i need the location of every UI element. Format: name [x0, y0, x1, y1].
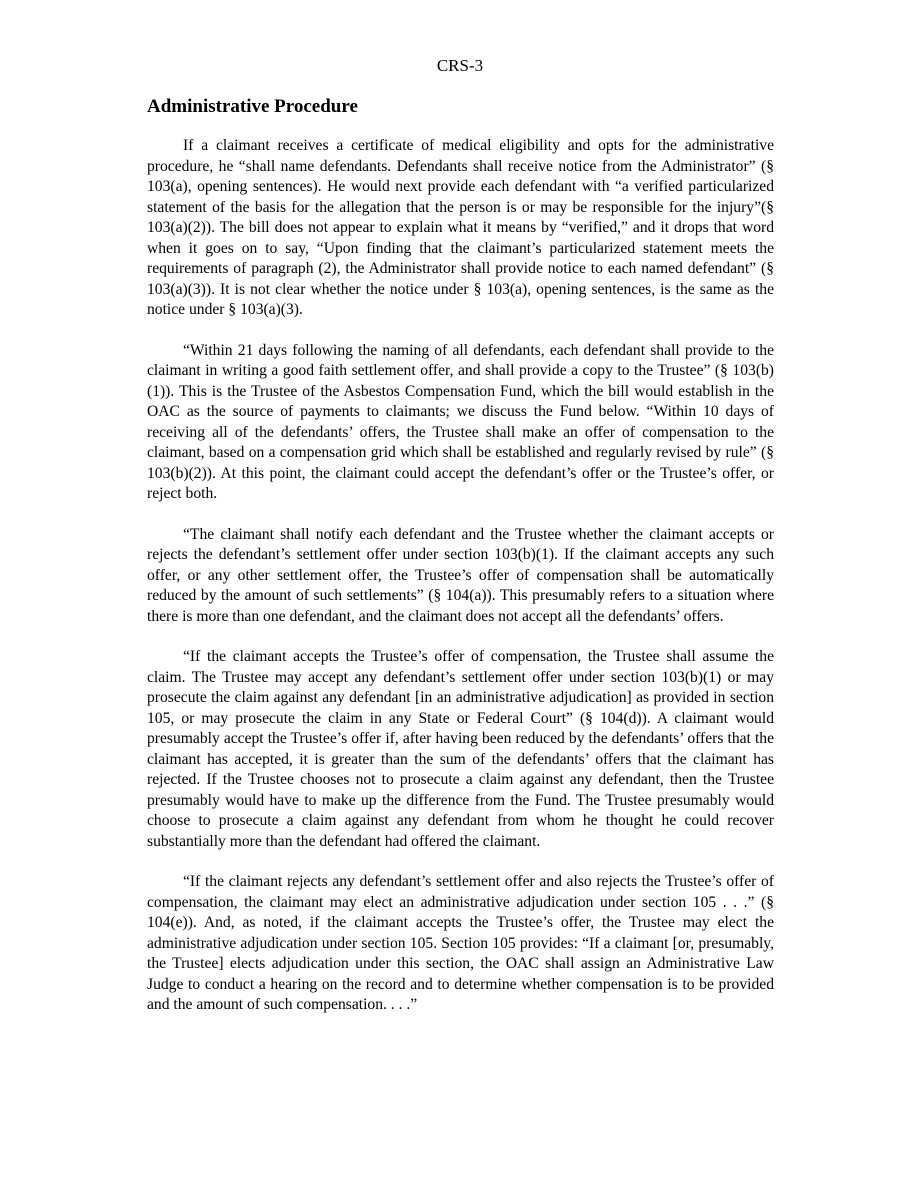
paragraph-1: If a claimant receives a certificate of medical eligibility and opts for the administrative procedure, he “shall name defendants. Defendants shall receive notice from the Administrator” (§ 103(a), opening sentences). He would next provide each defendant with “a verified particularized statement of the basis for the allegation that the person is or may be responsible for the injury”(§ 103(a)(2)). The bill does not appear to explain what it means by “verified,” and it drops that word when it goes on to say, “Upon finding that the claimant’s particularized statement meets the requirements of paragraph (2), the Administrator shall provide notice to each named defendant” (§ 103(a)(3)). It is not clear whether the notice under § 103(a), opening sentences, is the same as the notice under § 103(a)(3). [147, 137, 774, 318]
paragraph-4: “If the claimant accepts the Trustee’s offer of compensation, the Trustee shall assume the claim. The Trustee may accept any defendant’s settlement offer under section 103(b)(1) or may prosecute the claim against any defendant [in an administrative adjudication] as provided in section 105, or may prosecute the claim in any State or Federal Court” (§ 104(d)). A claimant would presumably accept the Trustee’s offer if, after having been reduced by the defendants’ offers that the claimant has accepted, it is greater than the sum of the defendants’ offers that the claimant has rejected. If the Trustee chooses not to prosecute a claim against any defendant, then the Trustee presumably would have to make up the difference from the Fund. The Trustee presumably would choose to prosecute a claim against any defendant from whom he thought he could recover substantially more than the defendant had offered the claimant. [147, 648, 774, 850]
page-header: CRS-3 [436, 56, 484, 75]
paragraph-5: “If the claimant rejects any defendant’s settlement offer and also rejects the Trustee’s offer of compensation, the claimant may elect an administrative adjudication under section 105 . . .” (§ 104(e)). And, as noted, if the claimant accepts the Trustee’s offer, the Trustee may elect the administrative adjudication under section 105. Section 105 provides: “If a claimant [or, presumably, the Trustee] elects adjudication under this section, the OAC shall assign an Administrative Law Judge to conduct a hearing on the record and to determine whether compensation is to be provided and the amount of such compensation. . . .” [147, 873, 774, 1013]
paragraph-3: “The claimant shall notify each defendant and the Trustee whether the claimant accepts or rejects the defendant’s settlement offer under section 103(b)(1). If the claimant accepts any such offer, or any other settlement offer, the Trustee’s offer of compensation shall be automatically reduced by the amount of such settlements” (§ 104(a)). This presumably refers to a situation where there is more than one defendant, and the claimant does not accept all the defendants’ offers. [147, 525, 774, 625]
paragraph-2: “Within 21 days following the naming of all defendants, each defendant shall provide to the claimant in writing a good faith settlement offer, and shall provide a copy to the Trustee” (§ 103(b)(1)). This is the Trustee of the Asbestos Compensation Fund, which the bill would establish in the OAC as the source of payments to claimants; we discuss the Fund below. “Within 10 days of receiving all of the defendants’ offers, the Trustee shall make an offer of compensation to the claimant, based on a compensation grid which shall be established and regularly revised by rule” (§ 103(b)(2)). At this point, the claimant could accept the defendant’s offer or the Trustee’s offer, or reject both. [147, 341, 774, 502]
document-body [147, 96, 774, 1036]
section-heading: Administrative Procedure [147, 96, 358, 117]
